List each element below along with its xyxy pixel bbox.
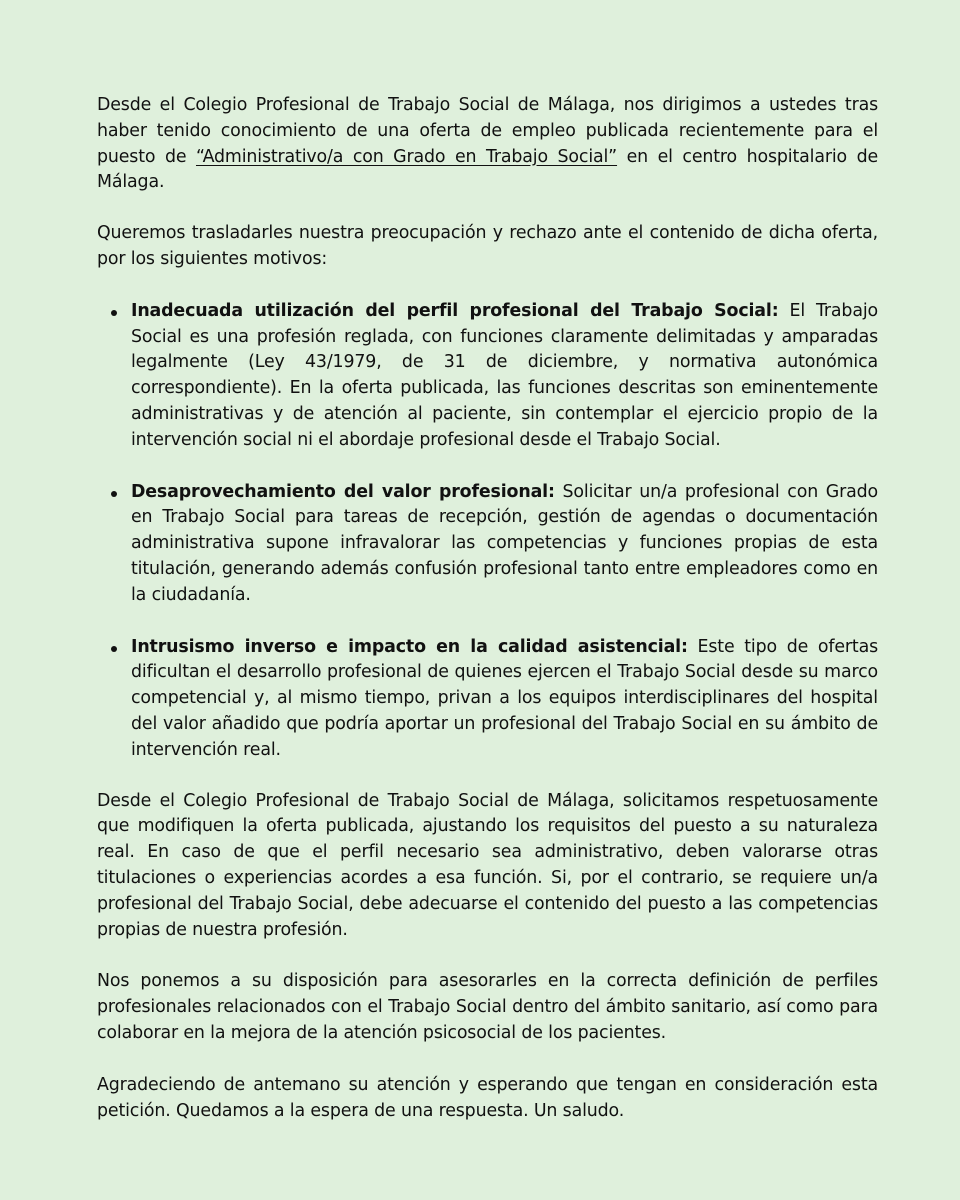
bullet-icon [111, 310, 117, 316]
motive-text: Solicitar un/a profesional con Grado en Trabajo Social para tareas de recepción, gestión de agendas o documentación administrativa supone infravalorar las competencias y funciones propias de esta titulación, generando además confusión profesional tanto entre empleadores como en la ciudadanía. [131, 481, 879, 605]
motive-item [97, 635, 878, 764]
intro-paragraph [97, 93, 878, 196]
motive-title: Intrusismo inverso e impacto en la calidad asistencial: [131, 636, 688, 657]
motive-title: Inadecuada utilización del perfil profesional del Trabajo Social: [131, 300, 779, 321]
motive-text: El Trabajo Social es una profesión reglada, con funciones claramente delimitadas y amparadas legalmente (Ley 43/1979, de 31 de diciembre, y normativa autonómica correspondiente). En la oferta publicada, las funciones descritas son eminentemente administrativas y de atención al paciente, sin contemplar el ejercicio propio de la intervención social ni el abordaje profesional desde el Trabajo Social. [131, 300, 878, 450]
closing-paragraph: Agradeciendo de antemano su atención y esperando que tengan en consideración esta petición. Quedamos a la espera de una respuesta. Un saludo. [97, 1074, 878, 1121]
job-offer-title-link[interactable]: “Administrativo/a con Grado en Trabajo Social” [195, 146, 618, 167]
intro-text-end: en el centro hospitalario de Málaga. [97, 146, 879, 193]
bullet-icon [111, 491, 117, 497]
motive-item [97, 299, 878, 454]
request-paragraph: Desde el Colegio Profesional de Trabajo Social de Málaga, solicitamos respetuosamente que modifiquen la oferta publicada, ajustando los requisitos del puesto a su naturaleza real. En caso de que el perfil necesario sea administrativo, deben valorarse otras titulaciones o experiencias acordes a esa función. Si, por el contrario, se requiere un/a profesional del Trabajo Social, debe adecuarse el contenido del puesto a las competencias propias de nuestra profesión. [97, 790, 878, 940]
motives-list [97, 299, 878, 764]
intro-text-start: Desde el Colegio Profesional de Trabajo Social de Málaga, nos dirigimos a ustedes tras haber tenido conocimiento de una oferta de empleo publicada recientemente para el puesto de [97, 95, 878, 167]
offer-paragraph: Nos ponemos a su disposición para asesorarles en la correcta definición de perfiles profesionales relacionados con el Trabajo Social dentro del ámbito sanitario, así como para colaborar en la mejora de la atención psicosocial de los pacientes. [97, 971, 878, 1043]
concern-paragraph: Queremos trasladarles nuestra preocupación y rechazo ante el contenido de dicha oferta, por los siguientes motivos: [97, 223, 878, 269]
motive-title: Desaprovechamiento del valor profesional: [131, 481, 555, 502]
bullet-icon [111, 646, 117, 652]
motive-item [97, 480, 878, 609]
motive-text: Este tipo de ofertas dificultan el desarrollo profesional de quienes ejercen el Trabajo Social desde su marco competencial y, al mismo tiempo, privan a los equipos interdisciplinares del hospital del valor añadido que podría aportar un profesional del Trabajo Social en su ámbito de intervención real. [131, 636, 878, 760]
